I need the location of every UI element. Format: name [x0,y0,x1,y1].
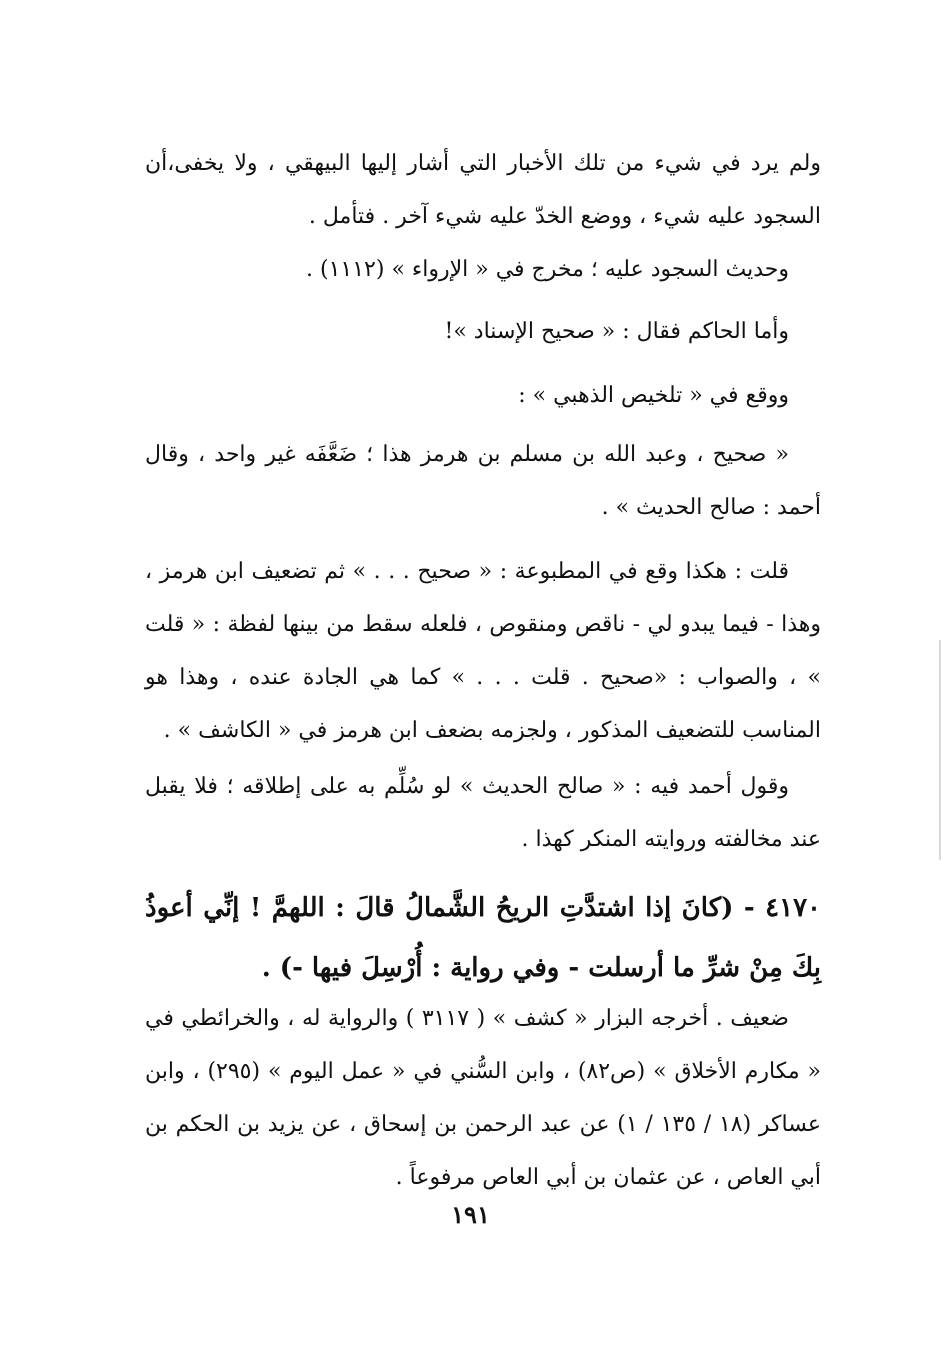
paragraph-ahmad-statement: وقول أحمد فيه : « صالح الحديث » لو سُلِّم به على إطلاقه ؛ فلا يقبل عند مخالفته وروايته المنكر كهذا . [145,774,821,852]
paragraph-hakim-statement: وأما الحاكم فقال : « صحيح الإسناد »! [444,319,789,344]
paragraph-author-comment: قلت : هكذا وقع في المطبوعة : « صحيح . . . » ثم تضعيف ابن هرمز ، وهذا - فيما يبدو لي - ناقص ومنقوص ، فلعله سقط من بينها لفظة : « قلت » ، والصواب : «صحيح . قلت . . . » كما هي الجادة عنده ، وهذا هو المناسب للتضعيف المذكور ، ولجزمه بضعف ابن هرمز في « الكاشف » . [145,559,821,743]
paragraph-irwa-reference: وحديث السجود عليه ؛ مخرج في « الإرواء » (١١١٢) . [306,257,789,282]
paragraph-bayhaqi-note: ولم يرد في شيء من تلك الأخبار التي أشار إليها البيهقي ، ولا يخفى،أن السجود عليه شيء ، ووضع الخدّ عليه شيء آخر . فتأمل . [145,151,821,229]
paragraph-takhrij: ضعيف . أخرجه البزار « كشف » ( ٣١١٧ ) والرواية له ، والخرائطي في « مكارم الأخلاق » (ص٨٢) ، وابن السُّني في « عمل اليوم » (٢٩٥) ، وابن عساكر (١٨ / ١٣٥ / ١) عن عبد الرحمن بن إسحاق ، عن يزيد بن الحكم بن أبي العاص ، عن عثمان بن أبي العاص مرفوعاً . [145,1006,821,1190]
paragraph-dhahabi-quote: « صحيح ، وعبد الله بن مسلم بن هرمز هذا ؛ ضَعَّفَه غير واحد ، وقال أحمد : صالح الحديث » . [145,442,821,520]
page-number: ١٩١ [451,1200,490,1229]
hadith-heading: ٤١٧٠ - (كانَ إذا اشتدَّتِ الريحُ الشَّمالُ قالَ : اللهمَّ ! إنِّي أعوذُ بِكَ مِنْ شرِّ ما أرسلت - وفي رواية : أُرْسِلَ فيها -) . [145,893,821,983]
paragraph-dhahabi-intro: ووقع في « تلخيص الذهبي » : [518,383,789,408]
